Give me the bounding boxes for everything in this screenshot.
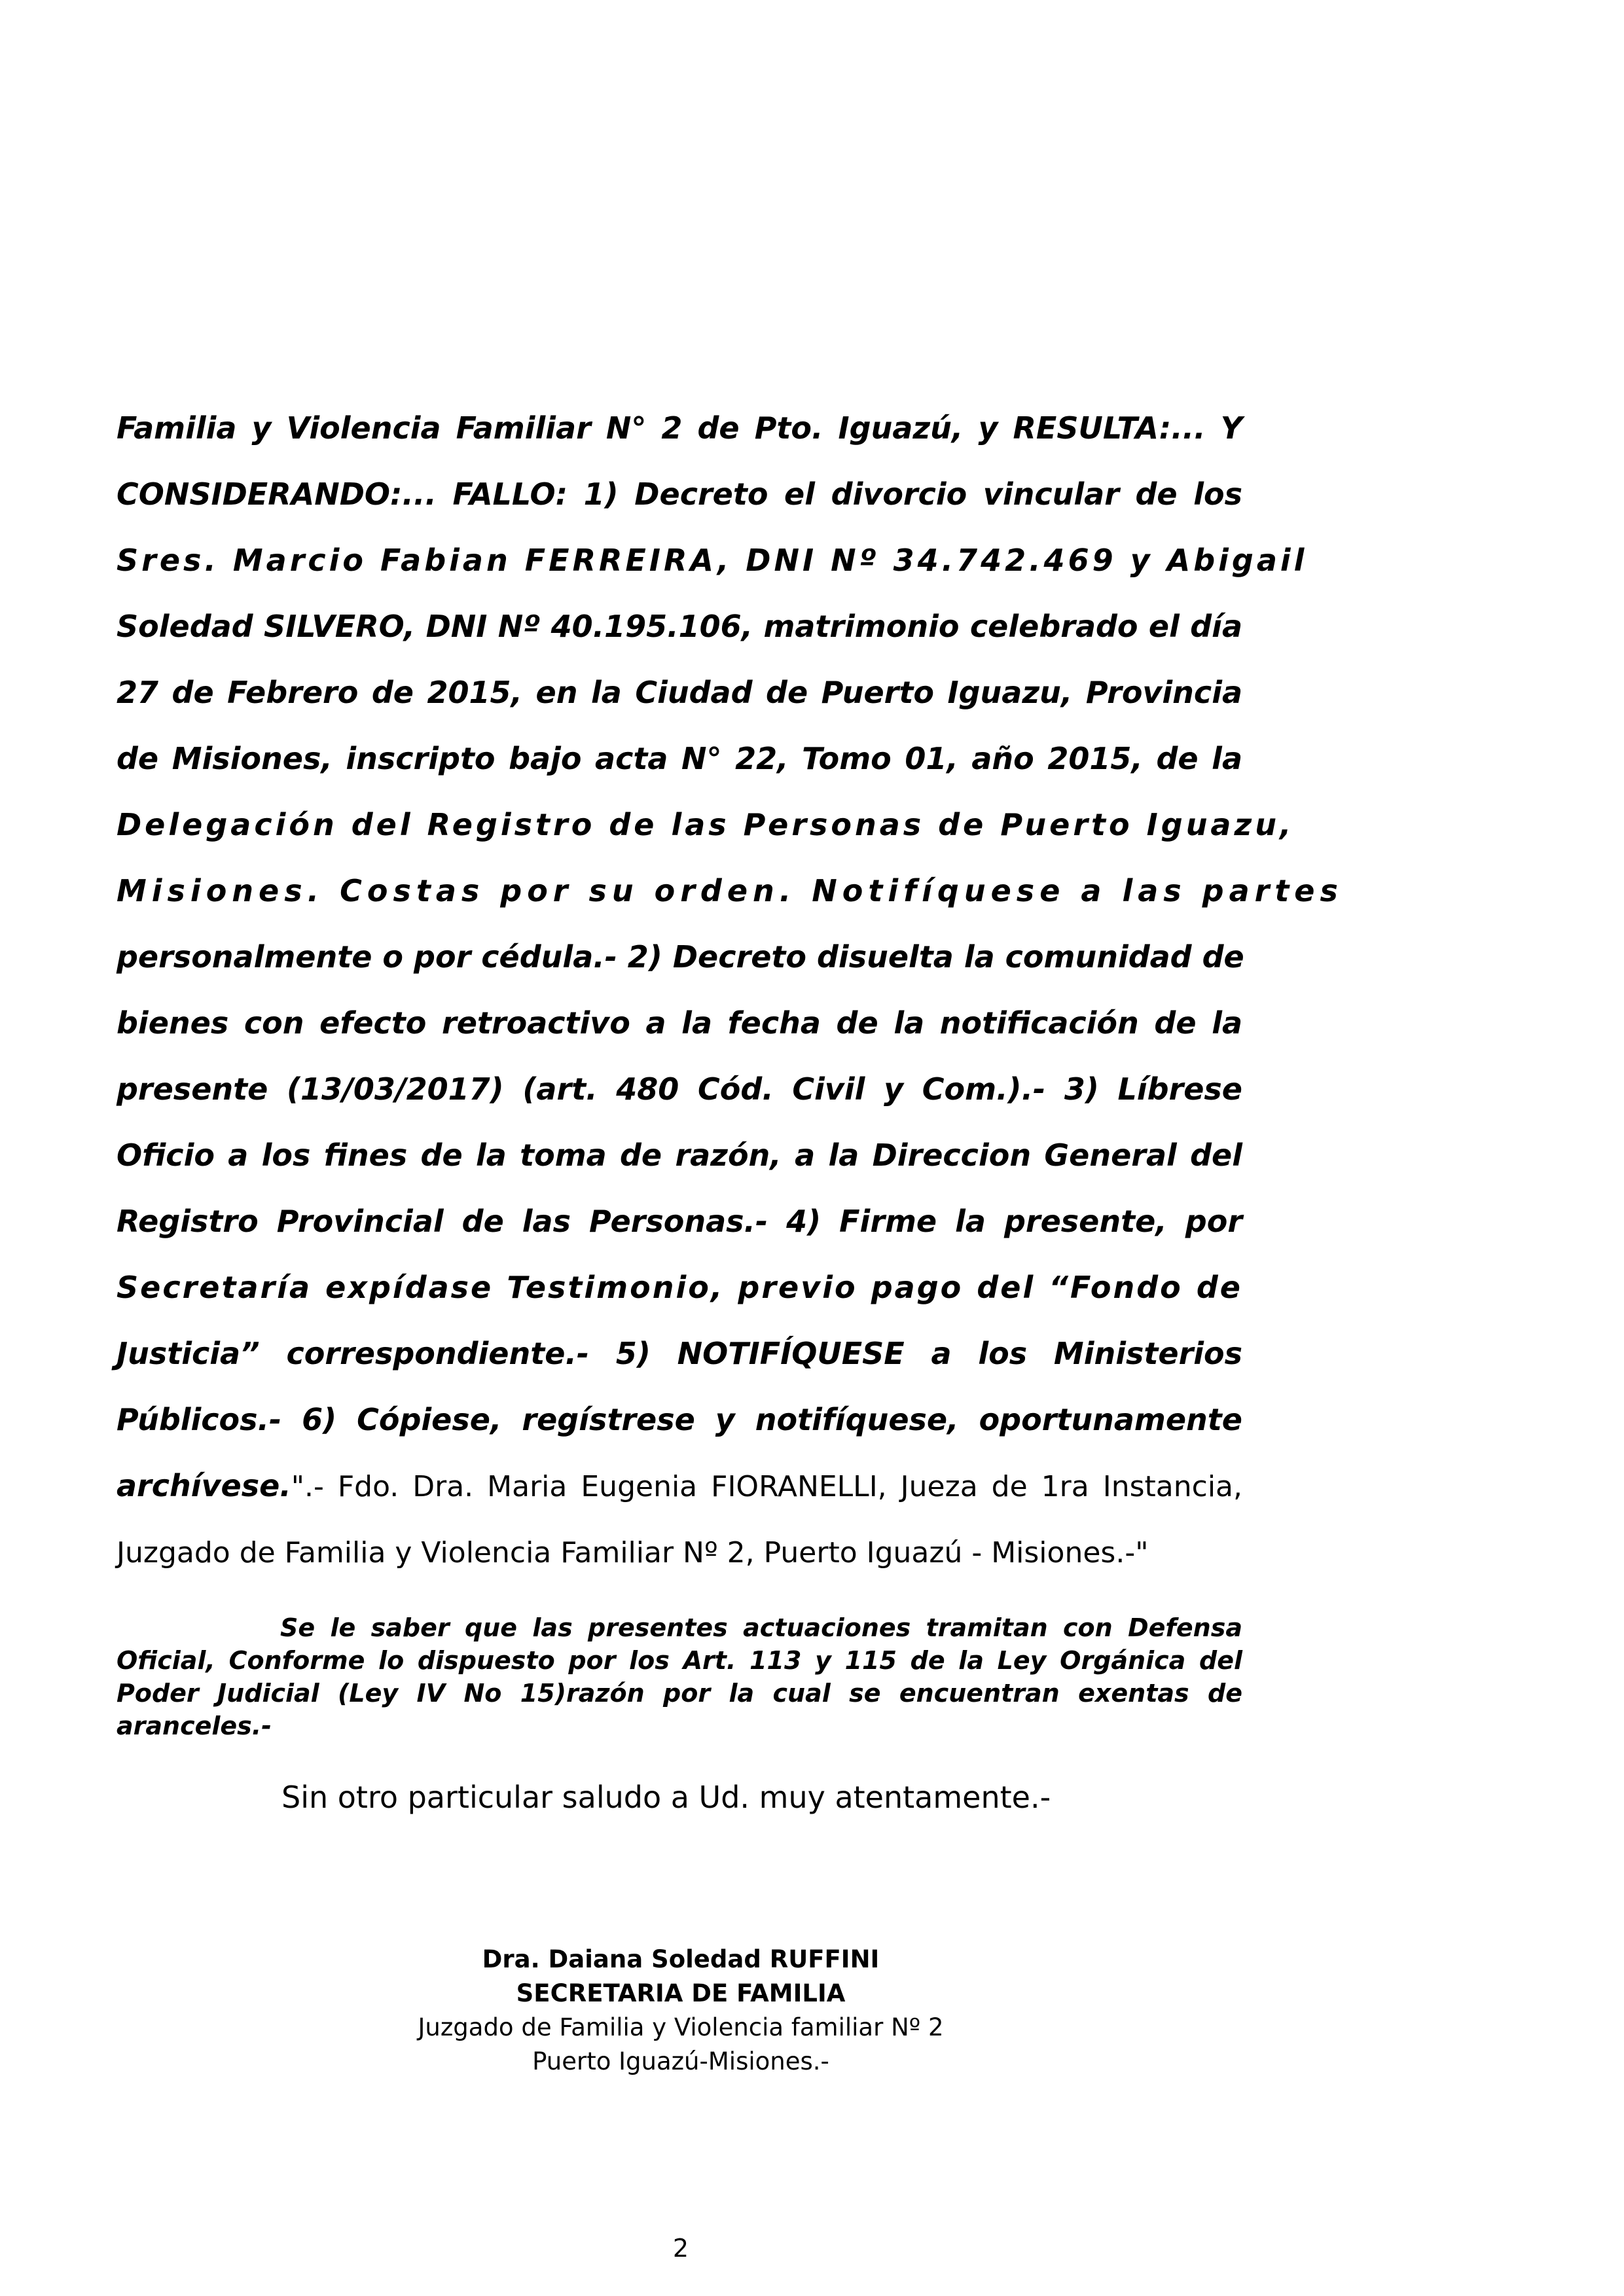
ruling-line: Misiones. Costas por su orden. Notifíquese a las partes: [117, 873, 1343, 908]
ruling-line: Registro Provincial de las Personas.- 4) Firme la presente, por: [117, 1204, 1242, 1239]
note-line: Oficial, Conforme lo dispuesto por los Art. 113 y 115 de la Ley Orgánica del: [117, 1646, 1242, 1675]
signatory-location: Puerto Iguazú-Misiones.-: [532, 2047, 829, 2075]
ruling-line: Sres. Marcio Fabian FERREIRA, DNI Nº 34.742.469 y Abigail: [117, 543, 1308, 578]
court-reference-line: Juzgado de Familia y Violencia Familiar Nº 2, Puerto Iguazú - Misiones.-": [117, 1536, 1149, 1570]
ruling-line: Familia y Violencia Familiar N° 2 de Pto. Iguazú, y RESULTA:... Y: [117, 410, 1242, 446]
note-line: Poder Judicial (Ley IV No 15)razón por la cual se encuentran exentas de: [117, 1679, 1242, 1708]
ruling-line: Delegación del Registro de las Personas de Puerto Iguazu,: [117, 807, 1295, 842]
ruling-text: [117, 395, 1343, 1586]
ruling-line: personalmente o por cédula.- 2) Decreto disuelta la comunidad de: [117, 939, 1244, 975]
signatory-role: SECRETARIA DE FAMILIA: [516, 1979, 846, 2007]
note-line: Se le saber que las presentes actuaciones tramitan con Defensa: [280, 1613, 1242, 1642]
signatory-court: Juzgado de Familia y Violencia familiar Nº 2: [418, 2013, 944, 2041]
ruling-line: Públicos.- 6) Cópiese, regístrese y notifíquese, oportunamente: [117, 1402, 1242, 1437]
ruling-line: Secretaría expídase Testimonio, previo pago del “Fondo de: [117, 1270, 1242, 1305]
judge-signature-text: ".- Fdo. Dra. Maria Eugenia FIORANELLI, Jueza de 1ra Instancia,: [291, 1470, 1242, 1503]
ruling-line: Soledad SILVERO, DNI Nº 40.195.106, matrimonio celebrado el día: [117, 609, 1242, 644]
ruling-line-signature: [117, 1453, 1242, 1520]
archivese-word: archívese.: [117, 1468, 291, 1503]
note-line: aranceles.-: [117, 1712, 272, 1740]
ruling-line: Justicia” correspondiente.- 5) NOTIFÍQUESE a los Ministerios: [117, 1336, 1242, 1371]
ruling-line: CONSIDERANDO:... FALLO: 1) Decreto el divorcio vincular de los: [117, 476, 1242, 512]
ruling-line: presente (13/03/2017) (art. 480 Cód. Civil y Com.).- 3) Líbrese: [117, 1071, 1242, 1107]
ruling-line: bienes con efecto retroactivo a la fecha de la notificación de la: [117, 1005, 1242, 1041]
page-number: 2: [672, 2234, 689, 2263]
ruling-line: 27 de Febrero de 2015, en la Ciudad de Puerto Iguazu, Provincia: [117, 675, 1242, 710]
ruling-line: Oficio a los fines de la toma de razón, a la Direccion General del: [117, 1138, 1242, 1173]
fee-exemption-note: [117, 1611, 1242, 1742]
signature-block: [353, 1943, 1008, 2079]
signatory-name: Dra. Daiana Soledad RUFFINI: [482, 1945, 880, 1973]
ruling-line: de Misiones, inscripto bajo acta N° 22, Tomo 01, año 2015, de la: [117, 741, 1242, 776]
closing-salutation: Sin otro particular saludo a Ud. muy atentamente.-: [281, 1780, 1051, 1815]
